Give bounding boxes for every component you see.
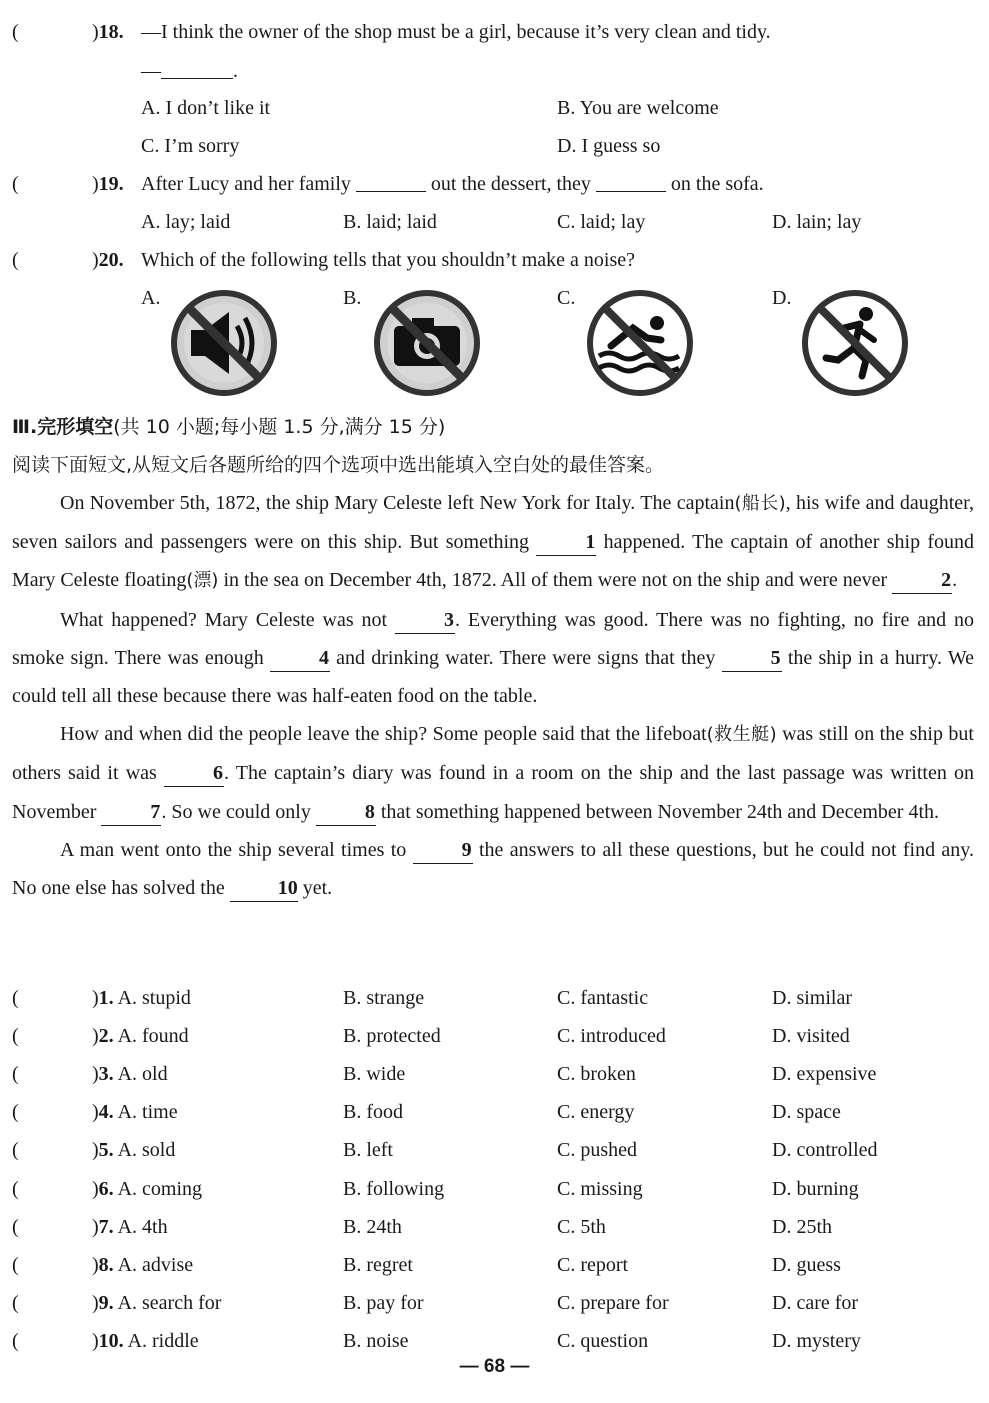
section-note: (共 10 小题;每小题 1.5 分,满分 15 分) — [113, 416, 446, 438]
question-number: 8. — [98, 1253, 114, 1276]
option-d: D. I guess so — [557, 135, 661, 157]
answer-paren-open: ( — [12, 1177, 19, 1200]
option-a: A. coming — [117, 1177, 203, 1200]
option-a: A. I don’t like it — [141, 97, 271, 119]
option-c: C. broken — [557, 1063, 636, 1086]
cloze-question-row — [0, 1018, 989, 1054]
question-stem: After Lucy and her family out the dessert, they on the sofa. — [141, 166, 764, 202]
answer-blank — [356, 169, 426, 192]
cloze-blank-5: 5 — [722, 645, 782, 672]
paragraph-4: A man went onto the ship several times to 9 the answers to all these questions, but he could not find any. No one else has solved the 10 yet. — [12, 831, 974, 907]
option-c: C. fantastic — [557, 987, 649, 1009]
option-c: C. pushed — [557, 1139, 637, 1162]
passage — [12, 484, 974, 907]
option-b: B. following — [343, 1177, 445, 1200]
option-b: B. strange — [343, 987, 425, 1009]
answer-blank — [161, 56, 233, 79]
option-c: C. introduced — [557, 1025, 666, 1048]
option-c: C. laid; lay — [557, 211, 646, 233]
option-c: C. question — [557, 1329, 649, 1352]
question-number: 19. — [98, 173, 124, 195]
option-d: D. lain; lay — [772, 211, 862, 233]
option-c: C. energy — [557, 1101, 635, 1124]
question-20 — [0, 242, 989, 278]
answer-paren-open: ( — [12, 1139, 19, 1162]
cloze-question-row — [0, 1323, 989, 1359]
answer-paren-close: )6. A. coming — [92, 1177, 203, 1200]
reply-line: — . — [141, 53, 238, 89]
question-number: 1. — [98, 987, 114, 1009]
option-a-letter: A. — [141, 287, 161, 309]
option-d: D. burning — [772, 1177, 859, 1200]
option-d: D. 25th — [772, 1215, 832, 1238]
paragraph-3: How and when did the people leave the ship? Some people said that the lifeboat(救生艇) was still on the ship but others said it was 6. The captain’s diary was found in a room on the ship and the last passage was written on November 7. So we could only 8 that something happened between November 24th and December 4th. — [12, 715, 974, 831]
option-a: A. old — [117, 1063, 168, 1086]
option-a: A. found — [117, 1025, 189, 1048]
cloze-blank-4: 4 — [270, 645, 330, 672]
cloze-question-row — [0, 1171, 989, 1207]
answer-paren-open: ( — [12, 1025, 19, 1048]
question-number: 3. — [98, 1063, 114, 1086]
answer-paren-close: )7. A. 4th — [92, 1215, 168, 1238]
question-number: 10. — [98, 1329, 124, 1352]
option-c: C. report — [557, 1253, 629, 1276]
cloze-question-row — [0, 1094, 989, 1130]
option-d: D. similar — [772, 987, 852, 1009]
option-a: A. time — [117, 1101, 178, 1124]
option-b: B. 24th — [343, 1215, 402, 1238]
option-a: A. 4th — [117, 1215, 168, 1238]
option-c-letter: C. — [557, 287, 576, 309]
section-heading — [12, 409, 445, 445]
option-d: D. care for — [772, 1291, 859, 1314]
question-19 — [0, 166, 989, 202]
answer-paren-close: )19. — [92, 173, 124, 195]
options-row — [0, 128, 989, 164]
cloze-question-row — [0, 1056, 989, 1092]
paragraph-1: On November 5th, 1872, the ship Mary Celeste left New York for Italy. The captain(船长), his wife and daughter, seven sailors and passengers were on this ship. But something 1 happened. The captain of another ship found Mary Celeste floating(漂) in the sea on December 4th, 1872. All of them were not on the ship and were never 2. — [12, 484, 974, 601]
options-row — [0, 90, 989, 126]
question-number: 6. — [98, 1177, 114, 1200]
section-instruction: 阅读下面短文,从短文后各题所给的四个选项中选出能填入空白处的最佳答案。 — [12, 454, 665, 476]
question-18-reply — [0, 53, 989, 89]
answer-paren-open: ( — [12, 173, 19, 195]
question-number: 5. — [98, 1139, 114, 1162]
option-a: A. riddle — [127, 1329, 199, 1352]
answer-paren-close: )4. A. time — [92, 1101, 178, 1124]
no-sound-icon — [169, 288, 279, 398]
answer-paren-close: )10. A. riddle — [92, 1329, 199, 1352]
answer-paren-close: )5. A. sold — [92, 1139, 176, 1162]
answer-paren-close: )9. A. search for — [92, 1291, 222, 1314]
question-stem: —I think the owner of the shop must be a girl, because it’s very clean and tidy. — [141, 21, 771, 43]
option-b: B. left — [343, 1139, 393, 1162]
cloze-question-row — [0, 1247, 989, 1283]
answer-paren-open: ( — [12, 21, 19, 43]
answer-paren-open: ( — [12, 1253, 19, 1276]
option-b: B. You are welcome — [557, 97, 719, 119]
option-c: C. 5th — [557, 1215, 606, 1238]
option-a: A. lay; laid — [141, 211, 231, 233]
answer-paren-open: ( — [12, 1101, 19, 1124]
answer-paren-open: ( — [12, 1063, 19, 1086]
option-c: C. I’m sorry — [141, 135, 240, 157]
question-number: 2. — [98, 1025, 114, 1048]
question-stem: Which of the following tells that you shouldn’t make a noise? — [141, 249, 635, 271]
cloze-blank-3: 3 — [395, 607, 455, 634]
option-c: C. prepare for — [557, 1291, 669, 1314]
option-a: A. search for — [117, 1291, 222, 1314]
answer-paren-close: )2. A. found — [92, 1025, 189, 1048]
answer-paren-close: )8. A. advise — [92, 1253, 194, 1276]
option-d-letter: D. — [772, 287, 792, 309]
answer-paren-close: )20. — [92, 249, 124, 271]
cloze-blank-6: 6 — [164, 760, 224, 787]
option-d: D. mystery — [772, 1329, 861, 1352]
option-d: D. guess — [772, 1253, 841, 1276]
option-b: B. protected — [343, 1025, 441, 1048]
cloze-question-row — [0, 1209, 989, 1245]
option-d: D. expensive — [772, 1063, 877, 1086]
cloze-blank-8: 8 — [316, 799, 376, 826]
option-b: B. food — [343, 1101, 403, 1124]
option-d: D. space — [772, 1101, 841, 1124]
option-a: A. sold — [117, 1139, 176, 1162]
answer-paren-close: )3. A. old — [92, 1063, 168, 1086]
no-swimming-icon — [585, 288, 695, 398]
cloze-question-row — [0, 1285, 989, 1321]
option-b: B. noise — [343, 1329, 409, 1352]
question-number: 20. — [98, 249, 124, 271]
cloze-blank-1: 1 — [536, 529, 596, 556]
answer-paren-close: )18. — [92, 21, 124, 43]
paragraph-2: What happened? Mary Celeste was not 3. Everything was good. There was no fighting, no fire and no smoke sign. There was enough 4 and drinking water. There were signs that they 5 the ship in a hurry. We could tell all these because there was half-eaten food on the table. — [12, 608, 974, 708]
option-b-letter: B. — [343, 287, 362, 309]
option-a: A. stupid — [117, 987, 191, 1009]
option-b: B. regret — [343, 1253, 413, 1276]
option-b: B. laid; laid — [343, 211, 437, 233]
option-d: D. visited — [772, 1025, 850, 1048]
question-number: 9. — [98, 1291, 114, 1314]
cloze-blank-9: 9 — [413, 837, 473, 864]
question-number: 7. — [98, 1215, 114, 1238]
answer-paren-close: )1. A. stupid — [92, 987, 191, 1009]
answer-paren-open: ( — [12, 249, 19, 271]
no-camera-icon — [372, 288, 482, 398]
cloze-question-row — [0, 980, 989, 1016]
section-number: Ⅲ. — [12, 416, 38, 438]
cloze-blank-2: 2 — [892, 567, 952, 594]
option-c: C. missing — [557, 1177, 643, 1200]
options-row — [0, 204, 989, 240]
question-18 — [0, 14, 989, 50]
question-number: 4. — [98, 1101, 114, 1124]
answer-paren-open: ( — [12, 1329, 19, 1352]
no-running-icon — [800, 288, 910, 398]
option-d: D. controlled — [772, 1139, 878, 1162]
option-a: A. advise — [117, 1253, 194, 1276]
cloze-blank-10: 10 — [230, 875, 298, 902]
option-b: B. wide — [343, 1063, 406, 1086]
question-number: 18. — [98, 21, 124, 43]
answer-blank — [596, 169, 666, 192]
answer-paren-open: ( — [12, 1215, 19, 1238]
cloze-question-row — [0, 1132, 989, 1168]
option-b: B. pay for — [343, 1291, 424, 1314]
page-number: — 68 — — [459, 1356, 530, 1377]
cloze-blank-7: 7 — [101, 799, 161, 826]
answer-paren-open: ( — [12, 1291, 19, 1314]
answer-paren-open: ( — [12, 987, 19, 1009]
section-title: 完形填空 — [37, 416, 114, 438]
